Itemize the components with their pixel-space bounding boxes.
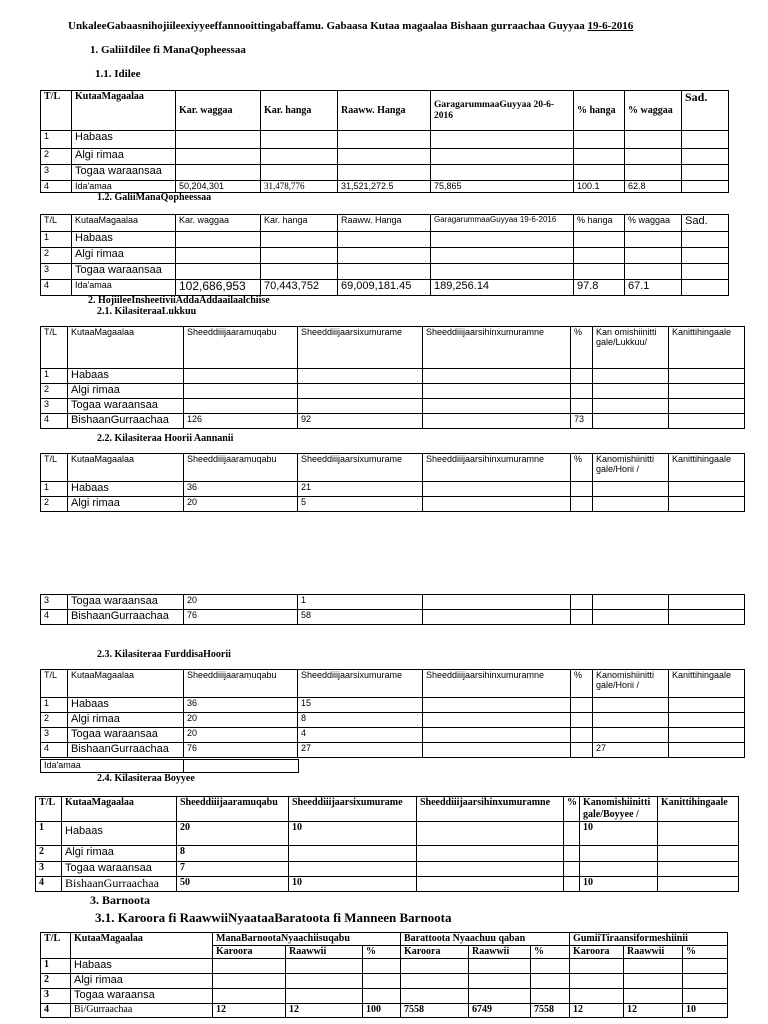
col-header: T/L (41, 933, 71, 959)
cell: 4 (41, 743, 68, 758)
cell: Algi rimaa (71, 974, 213, 989)
table-row (41, 399, 745, 414)
cell: 8 (177, 846, 289, 862)
cell: 67.1 (625, 280, 682, 296)
table-row (41, 165, 729, 181)
cell: 12 (286, 1004, 363, 1018)
cell: 73 (571, 414, 593, 429)
cell: 4 (41, 1004, 71, 1018)
document-title: UnkaleeGabaasnihojiileexiyyeeffannooittingabaffamu. Gabaasa Kutaa magaalaa Bishaan gurraachaa Guyyaa 19-6-2016 (68, 20, 634, 32)
cell: 7558 (401, 1004, 469, 1018)
col-header: % (564, 797, 580, 822)
col-header: Sheeddiiijaarsihinxumuramne (423, 327, 571, 369)
col-header: Karoora (570, 946, 624, 959)
col-header: KutaaMagaalaa (62, 797, 177, 822)
table-row (41, 280, 729, 296)
table-row (41, 414, 745, 429)
group-header: Barattoota Nyaachuu qaban (401, 933, 570, 946)
cell: Habaas (72, 131, 176, 149)
col-header: GaragarummaaGuyyaa 19-6-2016 (431, 215, 574, 232)
cell: 2 (41, 713, 68, 728)
cell: 3 (41, 595, 68, 610)
col-header: % (571, 670, 593, 698)
col-header: T/L (41, 670, 68, 698)
section-2-heading: 2. HojiileeInsheetiviiAddaAddaailaalchiise (88, 295, 270, 306)
cell: Algi rimaa (72, 248, 176, 264)
col-header: Sheeddiiijaarsixumurame (298, 454, 423, 482)
table-row (36, 862, 739, 877)
col-header: Sheeddiiijaaramuqabu (184, 670, 298, 698)
col-header: % waggaa (625, 91, 682, 131)
cell: 2 (41, 497, 68, 512)
table-lukkuu (40, 326, 745, 429)
col-header: Kanittihingaale (658, 797, 739, 822)
section-1-heading: 1. GaliiIdilee fi ManaQopheessaa (90, 44, 246, 56)
cell: 126 (184, 414, 298, 429)
table-row (41, 369, 745, 384)
cell: 97.8 (574, 280, 625, 296)
cell: Algi rimaa (62, 846, 177, 862)
cell: 12 (570, 1004, 624, 1018)
cell: 12 (624, 1004, 683, 1018)
cell: Algi rimaa (68, 497, 184, 512)
col-header: Sheeddiiijaarsihinxumuramne (423, 670, 571, 698)
table-row (41, 974, 728, 989)
col-header: Sheeddiiijaarsihinxumuramne (417, 797, 564, 822)
table-row (41, 743, 745, 758)
group-header: ManaBarnootaNyaachiisuqabu (213, 933, 401, 946)
table-row (36, 822, 739, 846)
cell: 102,686,953 (176, 280, 261, 296)
table-header-row (41, 933, 728, 946)
col-header: Sheeddiiijaarsixumurame (289, 797, 417, 822)
cell: 31,521,272.5 (338, 181, 431, 193)
cell: 1 (41, 131, 72, 149)
cell: 3 (41, 989, 71, 1004)
cell: 20 (184, 713, 298, 728)
col-header: % hanga (574, 215, 625, 232)
cell: 31,478,776 (261, 181, 338, 193)
section-1-2-heading: 1.2. GaliiManaQopheessaa (97, 192, 212, 203)
section-1-1-heading: 1.1. Idilee (95, 68, 141, 80)
col-header: Kar. waggaa (176, 91, 261, 131)
table-header-row (41, 91, 729, 131)
cell: 1 (41, 232, 72, 248)
col-header: Sad. (682, 91, 729, 131)
col-header: Sheeddiiijaaramuqabu (184, 327, 298, 369)
cell: Algi rimaa (68, 384, 184, 399)
group-header: GumiiTiraansiformeshiinii (570, 933, 728, 946)
cell: 7 (177, 862, 289, 877)
col-header: Karoora (213, 946, 286, 959)
cell: 1 (41, 482, 68, 497)
col-header: % (571, 454, 593, 482)
cell: 4 (298, 728, 423, 743)
table-hoorii-aannanii (40, 453, 745, 512)
col-header: Raaww. Hanga (338, 215, 431, 232)
col-header: % hanga (574, 91, 625, 131)
cell: 27 (593, 743, 669, 758)
col-header: T/L (36, 797, 62, 822)
col-header: T/L (41, 215, 72, 232)
col-header: Kanomishiinitti gale/Horii / (593, 454, 669, 482)
table-row (41, 713, 745, 728)
col-header: Sheeddiiijaaramuqabu (184, 454, 298, 482)
table-row (41, 482, 745, 497)
cell: 69,009,181.45 (338, 280, 431, 296)
section-2-1-heading: 2.1. KilasiteraaLukkuu (97, 306, 197, 317)
table-idilee (40, 90, 729, 193)
table-row (41, 248, 729, 264)
table-header-row (41, 670, 745, 698)
col-header: Sad. (682, 215, 729, 232)
col-header: Raaww. Hanga (338, 91, 431, 131)
table-hoorii-aannanii-continued (40, 594, 745, 625)
cell: BishaanGurraachaa (62, 877, 177, 892)
cell: Togaa waraansa (71, 989, 213, 1004)
col-header: Kar. waggaa (176, 215, 261, 232)
table-furddisa-hoorii-footer (40, 759, 299, 773)
cell: 189,256.14 (431, 280, 574, 296)
table-row (41, 760, 299, 773)
table-header-row (41, 327, 745, 369)
cell: 50,204,301 (176, 181, 261, 193)
cell: Bi/Gurraachaa (71, 1004, 213, 1018)
table-row (41, 989, 728, 1004)
col-header: KutaaMagaalaa (68, 670, 184, 698)
cell: 92 (298, 414, 423, 429)
cell: Ida'amaa (41, 760, 184, 773)
cell: 100.1 (574, 181, 625, 193)
cell: 20 (184, 595, 298, 610)
cell: Habaas (68, 698, 184, 713)
col-header: Raawwii (469, 946, 531, 959)
cell: 10 (580, 822, 658, 846)
cell: 20 (184, 497, 298, 512)
col-header: T/L (41, 327, 68, 369)
col-header: % (531, 946, 570, 959)
cell: 3 (36, 862, 62, 877)
cell: Togaa waraansaa (72, 264, 176, 280)
table-row (41, 181, 729, 193)
col-header: KutaaMagaalaa (68, 454, 184, 482)
cell: 36 (184, 698, 298, 713)
cell: Algi rimaa (72, 149, 176, 165)
table-row (36, 877, 739, 892)
col-header: Sheeddiiijaarsihinxumuramne (423, 454, 571, 482)
table-row (41, 595, 745, 610)
col-header: % waggaa (625, 215, 682, 232)
cell: 4 (41, 181, 72, 193)
table-header-row (41, 454, 745, 482)
cell: 58 (298, 610, 423, 625)
cell: 2 (41, 248, 72, 264)
table-barnoota (40, 932, 728, 1018)
col-header: Sheeddiiijaaramuqabu (177, 797, 289, 822)
cell: 2 (41, 974, 71, 989)
cell: 3 (41, 264, 72, 280)
col-header: Kanittihingaale (669, 670, 745, 698)
table-boyyee (35, 796, 739, 892)
cell: 2 (36, 846, 62, 862)
col-header: Raawwii (286, 946, 363, 959)
cell: Ida'amaa (72, 280, 176, 296)
cell: 7558 (531, 1004, 570, 1018)
cell: Habaas (62, 822, 177, 846)
cell: 4 (41, 280, 72, 296)
table-row (41, 149, 729, 165)
col-header: T/L (41, 454, 68, 482)
title-date: 19-6-2016 (587, 20, 634, 32)
cell: 76 (184, 743, 298, 758)
cell: Togaa waraansaa (68, 595, 184, 610)
col-header: Kanomishiinitti gale/Horii / (593, 670, 669, 698)
col-header: Raawwii (624, 946, 683, 959)
table-row (41, 728, 745, 743)
section-2-3-heading: 2.3. Kilasiteraa FurddisaHoorii (97, 649, 231, 660)
col-header: Kanittihingaale (669, 327, 745, 369)
col-header: KutaaMagaalaa (68, 327, 184, 369)
col-header: KutaaMagaalaa (72, 215, 176, 232)
section-3-1-heading: 3.1. Karoora fi RaawwiiNyaataaBaratoota fi Manneen Barnoota (95, 910, 452, 925)
table-row (41, 610, 745, 625)
cell: 3 (41, 399, 68, 414)
col-header: KutaaMagaalaa (72, 91, 176, 131)
cell: Habaas (72, 232, 176, 248)
cell: Habaas (68, 482, 184, 497)
cell: 4 (41, 610, 68, 625)
col-header: % (683, 946, 728, 959)
section-3-heading: 3. Barnoota (90, 893, 150, 907)
cell: 100 (363, 1004, 401, 1018)
col-header: Kar. hanga (261, 91, 338, 131)
col-header: Kanittihingaale (669, 454, 745, 482)
cell: 3 (41, 728, 68, 743)
table-row (41, 264, 729, 280)
table-row (41, 131, 729, 149)
table-row (36, 846, 739, 862)
cell: 75,865 (431, 181, 574, 193)
cell: 1 (36, 822, 62, 846)
col-header: Kar. hanga (261, 215, 338, 232)
col-header: Karoora (401, 946, 469, 959)
cell: 6749 (469, 1004, 531, 1018)
section-2-2-heading: 2.2. Kilasiteraa Hoorii Aannanii (97, 433, 234, 444)
table-row (41, 1004, 728, 1018)
cell: 62.8 (625, 181, 682, 193)
cell: BishaanGurraachaa (68, 414, 184, 429)
col-header: Kan omishiinitti gale/Lukkuu/ (593, 327, 669, 369)
cell: 5 (298, 497, 423, 512)
cell: 10 (289, 822, 417, 846)
cell: 12 (213, 1004, 286, 1018)
table-row (41, 698, 745, 713)
col-header: T/L (41, 91, 72, 131)
cell: 4 (41, 414, 68, 429)
cell: Habaas (68, 369, 184, 384)
cell: 1 (41, 959, 71, 974)
col-header: Kanomishiinitti gale/Boyyee / (580, 797, 658, 822)
cell: Togaa waraansaa (72, 165, 176, 181)
col-header: Sheeddiiijaarsixumurame (298, 670, 423, 698)
cell: 21 (298, 482, 423, 497)
cell: 10 (683, 1004, 728, 1018)
cell: 1 (41, 369, 68, 384)
table-header-row (36, 797, 739, 822)
cell: Ida'amaa (72, 181, 176, 193)
cell: 76 (184, 610, 298, 625)
cell: Habaas (71, 959, 213, 974)
col-header: GaragarummaaGuyyaa 20-6-2016 (431, 91, 574, 131)
col-header: Sheeddiiijaarsixumurame (298, 327, 423, 369)
table-row (41, 232, 729, 248)
cell: Algi rimaa (68, 713, 184, 728)
cell: BishaanGurraachaa (68, 610, 184, 625)
cell: 27 (298, 743, 423, 758)
cell: 8 (298, 713, 423, 728)
cell: 20 (184, 728, 298, 743)
cell: 10 (580, 877, 658, 892)
table-row (41, 497, 745, 512)
cell: Togaa waraansaa (68, 728, 184, 743)
cell: 15 (298, 698, 423, 713)
cell: 50 (177, 877, 289, 892)
cell: 3 (41, 165, 72, 181)
table-furddisa-hoorii (40, 669, 745, 758)
cell: BishaanGurraachaa (68, 743, 184, 758)
table-header-row (41, 215, 729, 232)
cell: 36 (184, 482, 298, 497)
cell: 10 (289, 877, 417, 892)
cell: Togaa waraansaa (68, 399, 184, 414)
col-header: % (571, 327, 593, 369)
cell: Togaa waraansaa (62, 862, 177, 877)
cell: 4 (36, 877, 62, 892)
cell: 1 (298, 595, 423, 610)
col-header: % (363, 946, 401, 959)
cell: 70,443,752 (261, 280, 338, 296)
cell: 2 (41, 384, 68, 399)
table-row (41, 384, 745, 399)
section-2-4-heading: 2.4. Kilasiteraa Boyyee (97, 773, 195, 784)
cell: 1 (41, 698, 68, 713)
cell: 2 (41, 149, 72, 165)
col-header: KutaaMagaalaa (71, 933, 213, 959)
table-row (41, 959, 728, 974)
table-mana-qopheessaa (40, 214, 729, 296)
cell: 20 (177, 822, 289, 846)
